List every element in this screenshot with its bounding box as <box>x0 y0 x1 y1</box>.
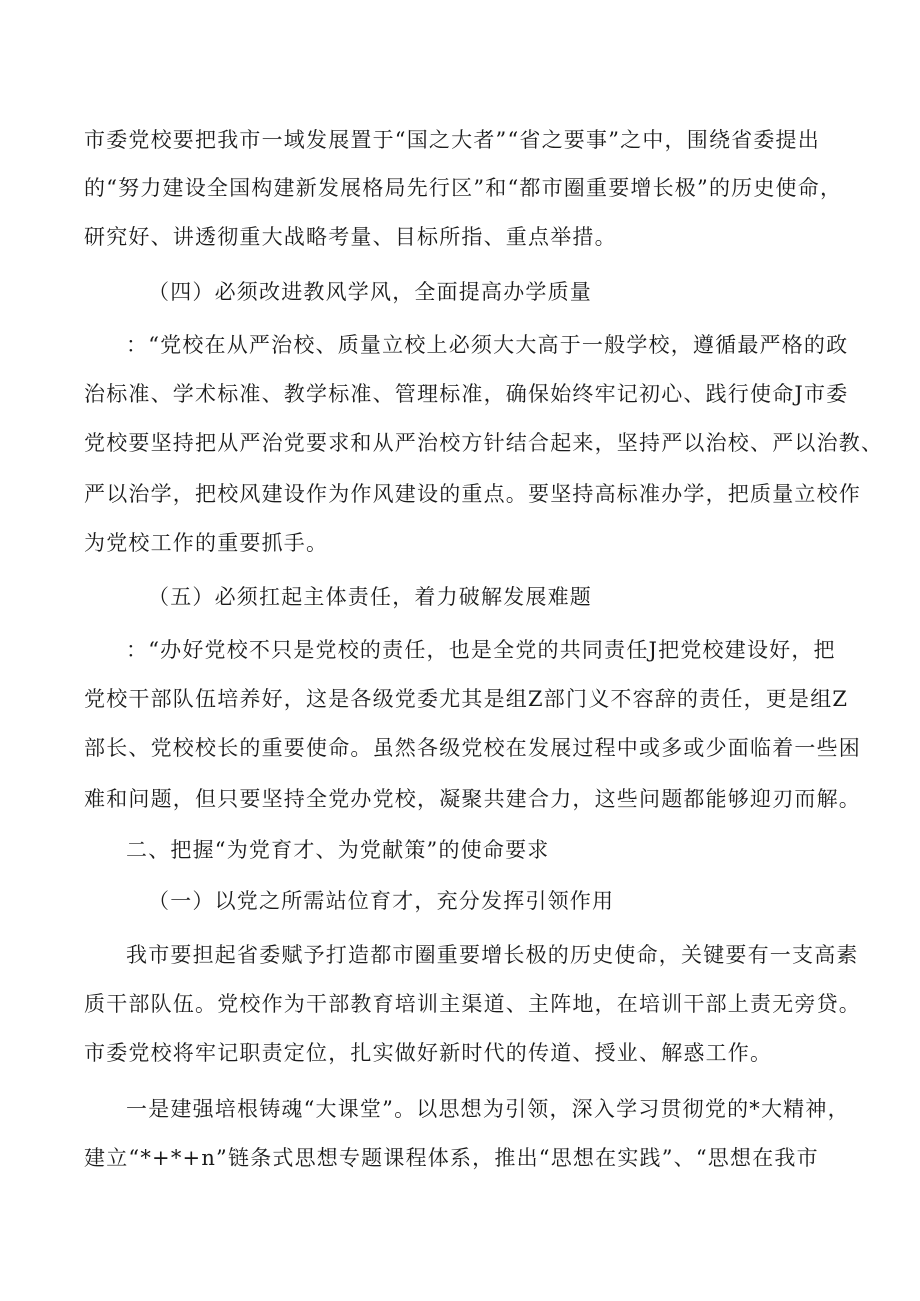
paragraph-line: 一是建强培根铸魂“大课堂”。以思想为引领，深入学习贯彻党的*大精神， <box>126 1097 850 1121</box>
paragraph-line: 党校要坚持把从严治党要求和从严治校方针结合起来，坚持严以治校、严以治教、 <box>84 431 884 455</box>
section-heading: （五）必须扛起主体责任，着力破解发展难题 <box>148 585 592 609</box>
section-heading: （四）必须改进教风学风，全面提高办学质量 <box>148 280 592 304</box>
section-heading: 二、把握“为党育才、为党献策”的使命要求 <box>126 838 550 862</box>
paragraph-line: 为党校工作的重要抓手。 <box>84 531 329 555</box>
paragraph-line: 的“努力建设全国构建新发展格局先行区”和“都市圈重要增长极”的历史使命， <box>84 176 843 200</box>
paragraph-line: 我市要担起省委赋予打造都市圈重要增长极的历史使命，关键要有一支高素 <box>126 943 859 967</box>
section-heading: （一）以党之所需站位育才，充分发挥引领作用 <box>148 889 615 913</box>
paragraph-line: 市委党校将牢记职责定位，扎实做好新时代的传道、授业、解惑工作。 <box>84 1041 773 1065</box>
paragraph-line: 质干部队伍。党校作为干部教育培训主渠道、主阵地，在培训干部上责无旁贷。 <box>84 992 861 1016</box>
paragraph-line: 市委党校要把我市一域发展置于“国之大者”“省之要事”之中，围绕省委提出 <box>84 128 820 152</box>
paragraph-line: ：“办好党校不只是党校的责任，也是全党的共同责任J把党校建设好，把 <box>126 638 836 662</box>
paragraph-line: 建立“*+*+n”链条式思想专题课程体系，推出“思想在实践”、“思想在我市 <box>84 1146 819 1170</box>
paragraph-line: 治标准、学术标准、教学标准、管理标准，确保始终牢记初心、践行使命J市委 <box>84 382 849 406</box>
paragraph-line: 严以治学，把校风建设作为作风建设的重点。要坚持高标准办学，把质量立校作 <box>84 482 861 506</box>
paragraph-line: ：“党校在从严治校、质量立校上必须大大高于一般学校，遵循最严格的政 <box>126 333 849 357</box>
paragraph-line: 党校干部队伍培养好，这是各级党委尤其是组Z部门义不容辞的责任，更是组Z <box>84 687 849 711</box>
paragraph-line: 部长、党校校长的重要使命。虽然各级党校在发展过程中或多或少面临着一些困 <box>84 736 861 760</box>
paragraph-line: 研究好、讲透彻重大战略考量、目标所指、重点举措。 <box>84 225 617 249</box>
paragraph-line: 难和问题，但只要坚持全党办党校，凝聚共建合力，这些问题都能够迎刃而解。 <box>84 787 861 811</box>
